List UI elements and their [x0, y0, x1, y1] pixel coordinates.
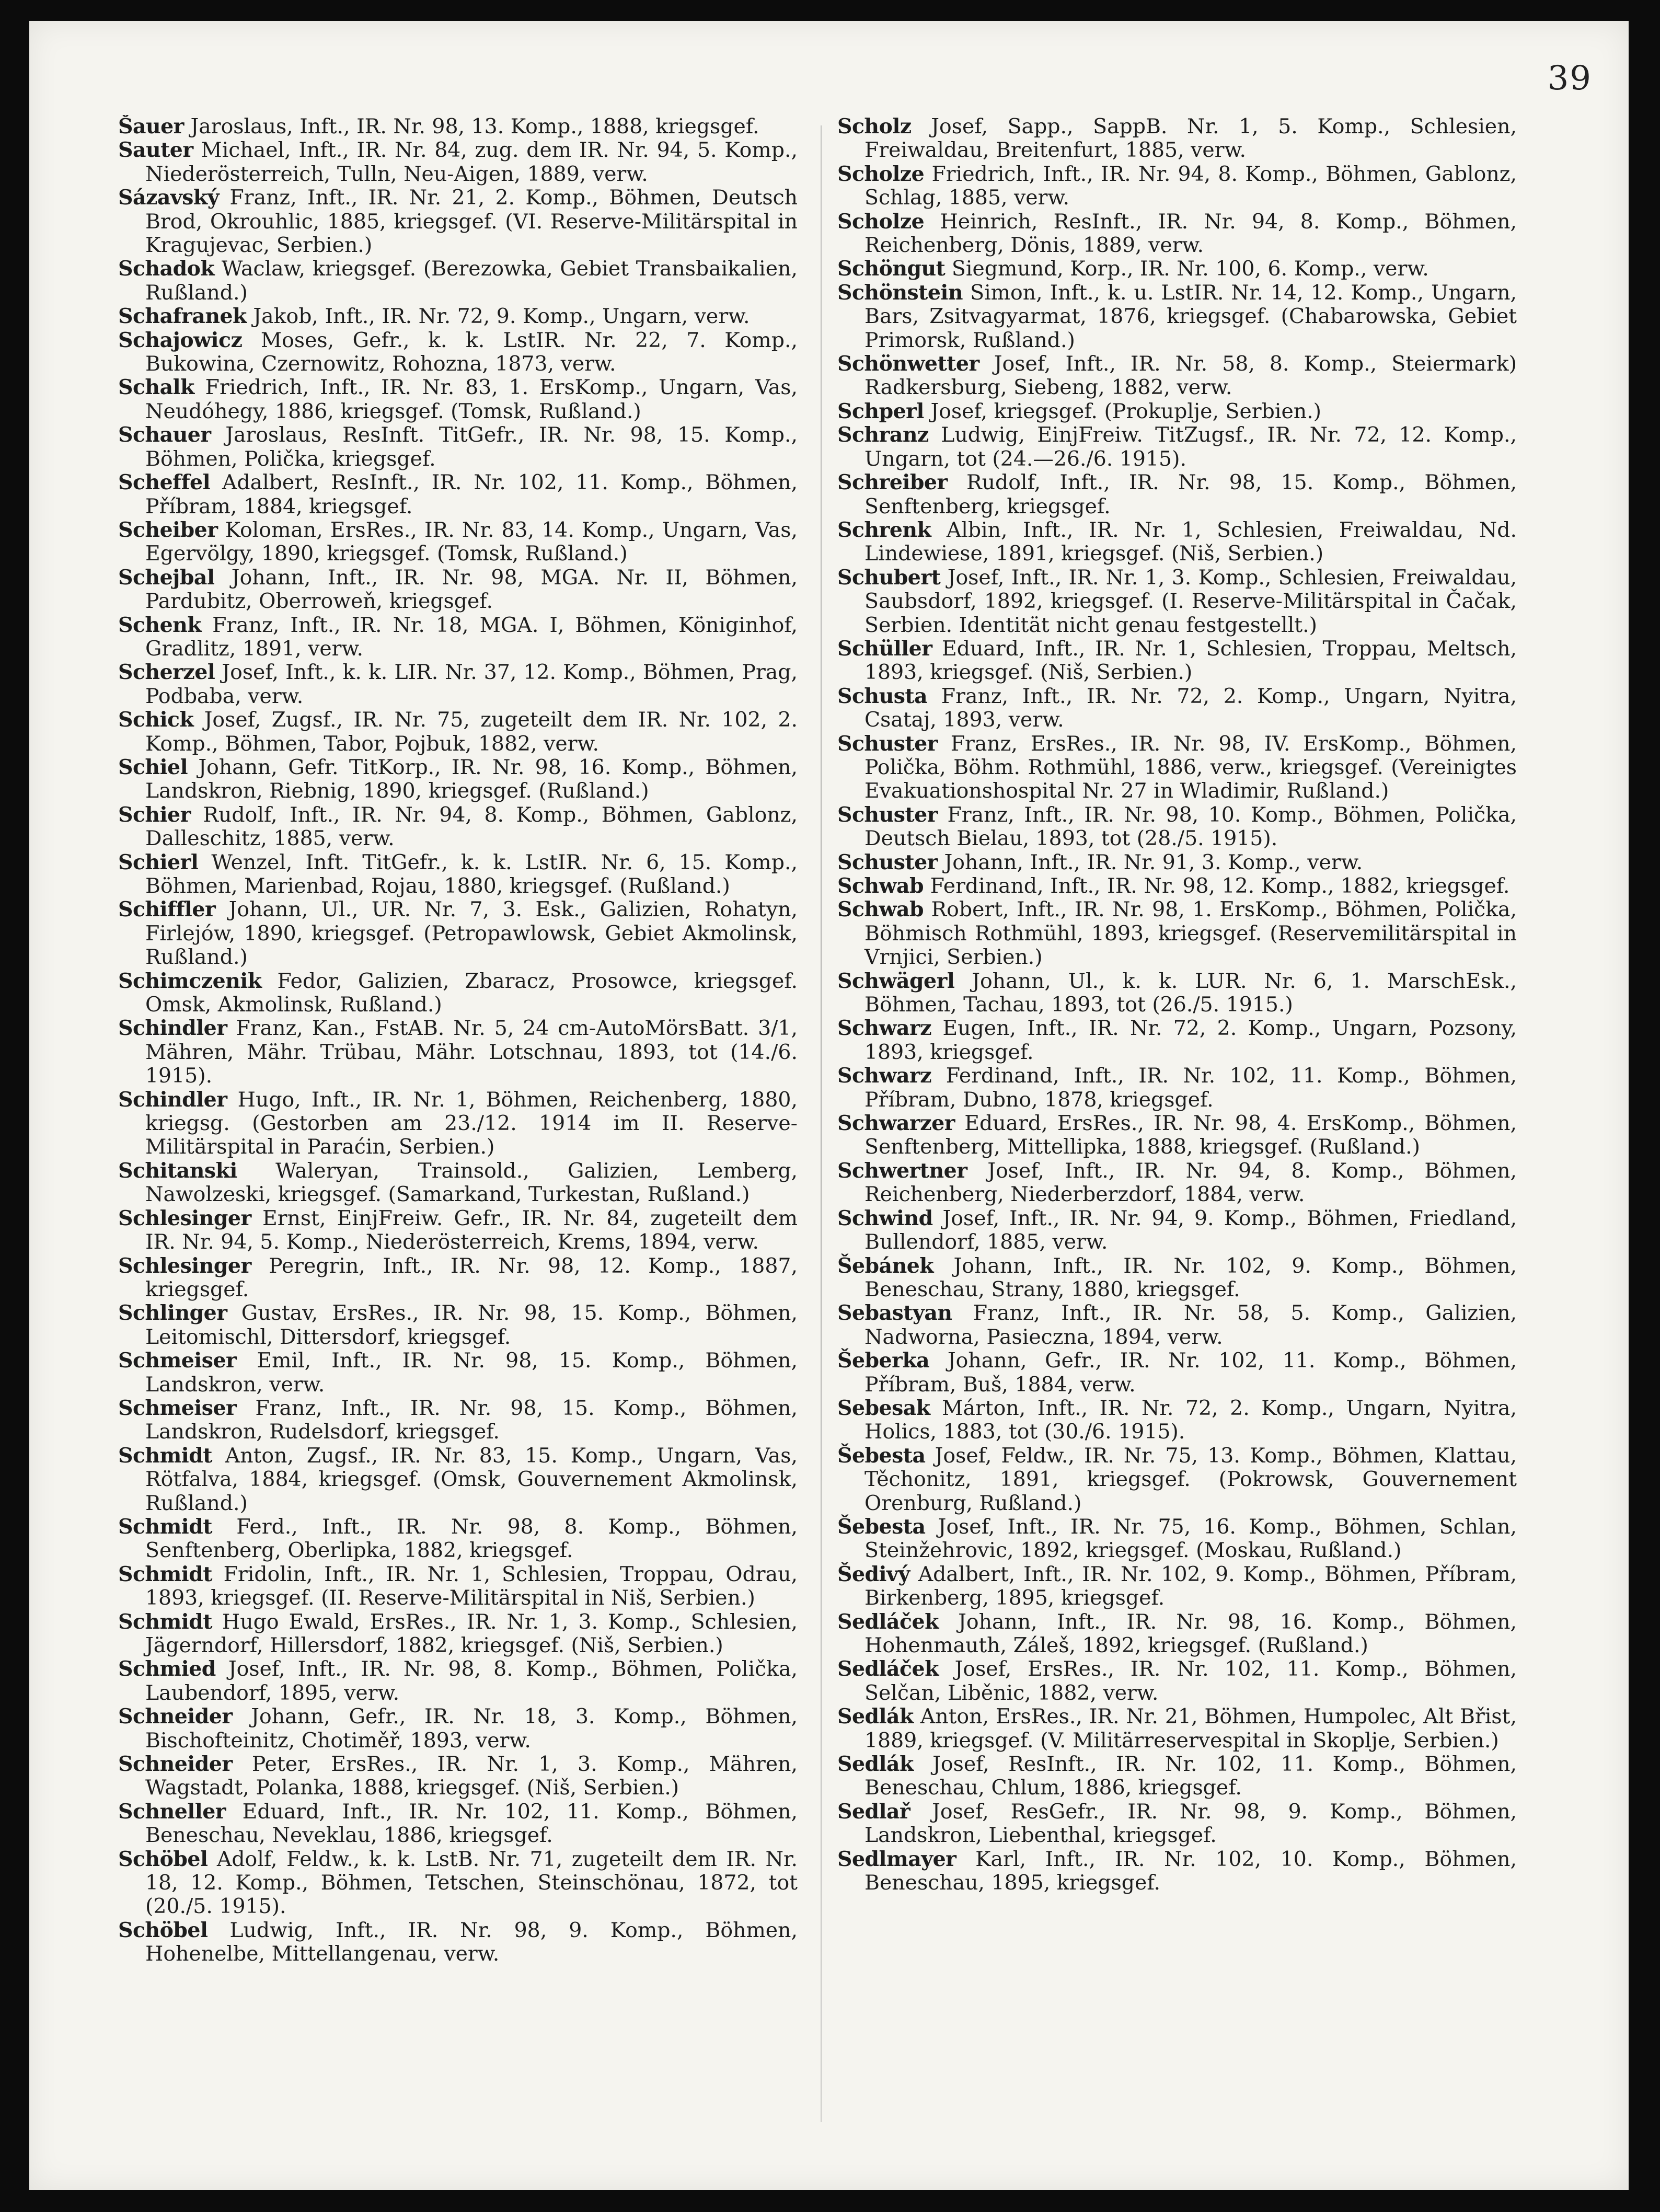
- entry-surname: Schmied: [118, 1657, 216, 1681]
- list-item: [837, 566, 1517, 637]
- entry-details: Wenzel, Inft. TitGefr., k. k. LstIR. Nr. 6, 15. Komp., Böhmen, Marienbad, Rojau, 1880, kriegsgef. (Rußland.): [145, 850, 798, 898]
- list-item: [837, 163, 1517, 210]
- list-item: [837, 1705, 1517, 1753]
- list-item: [837, 423, 1517, 471]
- entry-details: Josef, Feldw., IR. Nr. 75, 13. Komp., Böhmen, Klattau, Těchonitz, 1891, kriegsgef. (Pokrowsk, Gouvernement Orenburg, Rußland.): [864, 1443, 1517, 1515]
- list-item: [118, 423, 798, 471]
- list-item: [118, 519, 798, 566]
- list-item: [118, 1017, 798, 1088]
- entry-surname: Schrenk: [837, 517, 931, 542]
- entry-details: Ferdinand, Inft., IR. Nr. 98, 12. Komp., 1882, kriegsgef.: [930, 874, 1510, 898]
- entry-surname: Schiffler: [118, 897, 216, 922]
- entry-surname: Scholze: [837, 209, 925, 234]
- list-item: [118, 898, 798, 969]
- list-item: [118, 614, 798, 661]
- entry-details: Franz, Kan., FstAB. Nr. 5, 24 cm-AutoMörsBatt. 3/1, Mähren, Mähr. Trübau, Mähr. Lotschnau, 1893, tot (14./6. 1915).: [145, 1016, 798, 1088]
- entry-details: Josef, Sapp., SappB. Nr. 1, 5. Komp., Schlesien, Freiwaldau, Breitenfurt, 1885, verw.: [864, 115, 1517, 163]
- right-column: [837, 115, 1517, 2143]
- list-item: [118, 1563, 798, 1610]
- list-item: [837, 471, 1517, 519]
- list-item: [837, 1254, 1517, 1302]
- entry-details: Robert, Inft., IR. Nr. 98, 1. ErsKomp., Böhmen, Polička, Böhmisch Rothmühl, 1893, kriegsgef. (Reservemilitärspital in Vrnjici, Serbien.): [864, 897, 1517, 970]
- entry-surname: Šebesta: [837, 1443, 926, 1468]
- list-item: [118, 186, 798, 257]
- list-item: [837, 1563, 1517, 1610]
- list-item: [837, 803, 1517, 851]
- list-item: [118, 1397, 798, 1444]
- entry-details: Karl, Inft., IR. Nr. 102, 10. Komp., Böhmen, Beneschau, 1895, kriegsgef.: [864, 1847, 1517, 1895]
- entry-details: Ferd., Inft., IR. Nr. 98, 8. Komp., Böhmen, Senftenberg, Oberlipka, 1882, kriegsgef.: [145, 1514, 798, 1563]
- entry-details: Fedor, Galizien, Zbaracz, Prosowce, kriegsgef. Omsk, Akmolinsk, Rußland.): [145, 969, 798, 1017]
- entry-surname: Schwind: [837, 1206, 933, 1230]
- entry-details: Johann, Inft., IR. Nr. 98, MGA. Nr. II, Böhmen, Pardubitz, Oberroweň, kriegsgef.: [145, 565, 798, 614]
- entry-surname: Schauer: [118, 423, 211, 447]
- list-item: [837, 1064, 1517, 1112]
- list-item: [837, 970, 1517, 1017]
- entry-surname: Scheffel: [118, 470, 211, 495]
- list-item: [118, 1159, 798, 1207]
- list-item: [837, 1444, 1517, 1515]
- entry-details: Simon, Inft., k. u. LstIR. Nr. 14, 12. Komp., Ungarn, Bars, Zsitvagyarmat, 1876, kriegsgef. (Chabarowska, Gebiet Primorsk, Rußland.): [864, 280, 1517, 352]
- entry-surname: Schmidt: [118, 1609, 212, 1634]
- entry-surname: Schalk: [118, 375, 194, 400]
- entry-surname: Schlesinger: [118, 1206, 251, 1230]
- entry-surname: Schneider: [118, 1752, 233, 1777]
- entry-surname: Schindler: [118, 1016, 227, 1041]
- entry-details: Josef, ResInft., IR. Nr. 102, 11. Komp., Böhmen, Beneschau, Chlum, 1886, kriegsgef.: [864, 1752, 1517, 1800]
- entry-surname: Schimczenik: [118, 969, 262, 993]
- list-item: [118, 1301, 798, 1349]
- entry-details: Michael, Inft., IR. Nr. 84, zug. dem IR. Nr. 94, 5. Komp., Niederösterreich, Tulln, Neu-Aigen, 1889, verw.: [145, 138, 798, 186]
- entry-details: Hugo, Inft., IR. Nr. 1, Böhmen, Reichenberg, 1880, kriegsg. (Gestorben am 23./12. 1914 im II. Reserve-Militärspital in Paraćin, Serbien.): [145, 1087, 798, 1159]
- entry-details: Josef, Inft., IR. Nr. 94, 8. Komp., Böhmen, Reichenberg, Niederberzdorf, 1884, verw.: [864, 1158, 1517, 1207]
- list-item: [837, 1800, 1517, 1848]
- entry-details: Ernst, EinjFreiw. Gefr., IR. Nr. 84, zugeteilt dem IR. Nr. 94, 5. Komp., Niederösterreich, Krems, 1894, verw.: [145, 1206, 798, 1254]
- entry-details: Johann, Inft., IR. Nr. 98, 16. Komp., Böhmen, Hohenmauth, Záleš, 1892, kriegsgef. (Rußland.): [864, 1609, 1517, 1657]
- entry-surname: Schneider: [118, 1704, 233, 1729]
- list-item: [837, 685, 1517, 732]
- entry-details: Josef, Inft., k. k. LIR. Nr. 37, 12. Komp., Böhmen, Prag, Podbaba, verw.: [145, 660, 798, 708]
- list-item: [118, 329, 798, 376]
- entry-surname: Scholz: [837, 115, 912, 139]
- entry-details: Johann, Ul., k. k. LUR. Nr. 6, 1. MarschEsk., Böhmen, Tachau, 1893, tot (26./5. 1915.): [864, 969, 1517, 1017]
- list-item: [837, 637, 1517, 685]
- entry-surname: Sedlař: [837, 1799, 910, 1824]
- entry-surname: Schöngut: [837, 257, 946, 281]
- list-item: [837, 1017, 1517, 1064]
- entry-details: Hugo Ewald, ErsRes., IR. Nr. 1, 3. Komp., Schlesien, Jägerndorf, Hillersdorf, 1882, kriegsgef. (Niš, Serbien.): [145, 1609, 798, 1657]
- entry-details: Albin, Inft., IR. Nr. 1, Schlesien, Freiwaldau, Nd. Lindewiese, 1891, kriegsgef. (Niš, Serbien.): [864, 517, 1517, 566]
- entry-surname: Šedivý: [837, 1562, 910, 1586]
- entry-details: Adalbert, ResInft., IR. Nr. 102, 11. Komp., Böhmen, Příbram, 1884, kriegsgef.: [145, 470, 798, 519]
- entry-surname: Sedláček: [837, 1657, 939, 1681]
- entry-details: Franz, Inft., IR. Nr. 21, 2. Komp., Böhmen, Deutsch Brod, Okrouhlic, 1885, kriegsgef. (VI. Reserve-Militärspital in Kragujevac, Serbien.): [145, 186, 798, 258]
- entry-details: Friedrich, Inft., IR. Nr. 83, 1. ErsKomp., Ungarn, Vas, Neudóhegy, 1886, kriegsgef. (Tomsk, Rußland.): [145, 375, 798, 423]
- entry-surname: Šeberka: [837, 1349, 930, 1373]
- entry-surname: Schlesinger: [118, 1253, 251, 1278]
- entry-surname: Schmeiser: [118, 1349, 237, 1373]
- entry-surname: Schwab: [837, 874, 924, 898]
- entry-surname: Schusta: [837, 684, 928, 708]
- entry-surname: Schejbal: [118, 565, 215, 590]
- entry-surname: Schick: [118, 708, 194, 732]
- entry-details: Franz, Inft., IR. Nr. 18, MGA. I, Böhmen, Königinhof, Gradlitz, 1891, verw.: [145, 613, 798, 661]
- list-item: [118, 1705, 798, 1753]
- entry-details: Josef, Inft., IR. Nr. 58, 8. Komp., Steiermark) Radkersburg, Siebeng, 1882, verw.: [864, 352, 1517, 400]
- entry-surname: Schüller: [837, 636, 932, 661]
- list-item: [118, 708, 798, 756]
- entry-details: Johann, Gefr., IR. Nr. 18, 3. Komp., Böhmen, Bischofteinitz, Chotiměř, 1893, verw.: [145, 1704, 798, 1753]
- entry-surname: Šebesta: [837, 1514, 926, 1539]
- entry-details: Josef, Inft., IR. Nr. 94, 9. Komp., Böhmen, Friedland, Bullendorf, 1885, verw.: [864, 1206, 1517, 1254]
- list-item: [837, 1610, 1517, 1658]
- entry-surname: Schmeiser: [118, 1396, 237, 1420]
- list-item: [118, 305, 798, 328]
- entry-surname: Scherzel: [118, 660, 215, 685]
- entry-surname: Sázavský: [118, 186, 220, 210]
- entry-details: Anton, Zugsf., IR. Nr. 83, 15. Komp., Ungarn, Vas, Rötfalva, 1884, kriegsgef. (Omsk, Gouvernement Akmolinsk, Rußland.): [145, 1443, 798, 1515]
- list-item: [118, 139, 798, 186]
- entry-details: Franz, Inft., IR. Nr. 58, 5. Komp., Galizien, Nadworna, Pasieczna, 1894, verw.: [864, 1301, 1517, 1349]
- list-item: [118, 1444, 798, 1515]
- entry-surname: Schönstein: [837, 280, 963, 305]
- entry-details: Jakob, Inft., IR. Nr. 72, 9. Komp., Ungarn, verw.: [253, 304, 750, 329]
- entry-surname: Schperl: [837, 399, 924, 423]
- entry-details: Josef, ErsRes., IR. Nr. 102, 11. Komp., Böhmen, Selčan, Liběnic, 1882, verw.: [864, 1657, 1517, 1705]
- entry-details: Josef, Inft., IR. Nr. 98, 8. Komp., Böhmen, Polička, Laubendorf, 1895, verw.: [145, 1657, 798, 1705]
- entry-details: Fridolin, Inft., IR. Nr. 1, Schlesien, Troppau, Odrau, 1893, kriegsgef. (II. Reserve-Militärspital in Niš, Serbien.): [145, 1562, 798, 1610]
- entry-surname: Sedláček: [837, 1609, 939, 1634]
- list-item: [837, 352, 1517, 400]
- entry-details: Gustav, ErsRes., IR. Nr. 98, 15. Komp., Böhmen, Leitomischl, Dittersdorf, kriegsgef.: [145, 1301, 798, 1349]
- entry-details: Franz, Inft., IR. Nr. 72, 2. Komp., Ungarn, Nyitra, Csataj, 1893, verw.: [864, 684, 1517, 732]
- list-item: [118, 1207, 798, 1254]
- list-item: [837, 1515, 1517, 1563]
- entry-surname: Schubert: [837, 565, 941, 590]
- entry-details: Waclaw, kriegsgef. (Berezowka, Gebiet Transbaikalien, Rußland.): [145, 257, 798, 305]
- page-number: 39: [1547, 59, 1592, 98]
- list-item: [837, 1112, 1517, 1159]
- list-item: [837, 210, 1517, 258]
- list-item: [118, 376, 798, 423]
- entry-details: Ludwig, Inft., IR. Nr. 98, 9. Komp., Böhmen, Hohenelbe, Mittellangenau, verw.: [145, 1918, 798, 1966]
- list-item: [118, 970, 798, 1017]
- entry-surname: Schöbel: [118, 1918, 208, 1942]
- entry-surname: Schranz: [837, 423, 929, 447]
- list-item: [837, 1753, 1517, 1800]
- entry-details: Franz, Inft., IR. Nr. 98, 15. Komp., Böhmen, Landskron, Rudelsdorf, kriegsgef.: [145, 1396, 798, 1444]
- entry-surname: Sedlák: [837, 1704, 914, 1729]
- entry-surname: Schwarzer: [837, 1111, 955, 1136]
- entry-surname: Schreiber: [837, 470, 948, 495]
- entry-details: Jaroslaus, ResInft. TitGefr., IR. Nr. 98, 15. Komp., Böhmen, Polička, kriegsgef.: [145, 423, 798, 471]
- list-item: [118, 756, 798, 803]
- entry-details: Franz, Inft., IR. Nr. 98, 10. Komp., Böhmen, Polička, Deutsch Bielau, 1893, tot (28./5. 1915).: [864, 802, 1517, 851]
- entry-surname: Schmidt: [118, 1562, 212, 1586]
- document-page: [29, 21, 1629, 2190]
- entry-surname: Schuster: [837, 850, 938, 874]
- entry-surname: Sebastyan: [837, 1301, 952, 1326]
- entry-surname: Schwertner: [837, 1158, 967, 1183]
- entry-details: Rudolf, Inft., IR. Nr. 98, 15. Komp., Böhmen, Senftenberg, kriegsgef.: [864, 470, 1517, 519]
- list-item: [118, 1848, 798, 1919]
- entry-surname: Schafranek: [118, 304, 247, 329]
- list-item: [118, 1657, 798, 1705]
- entry-surname: Schierl: [118, 850, 199, 874]
- entry-details: Johann, Gefr., IR. Nr. 102, 11. Komp., Böhmen, Příbram, Buš, 1884, verw.: [864, 1349, 1517, 1397]
- list-item: [837, 281, 1517, 352]
- entry-details: Peter, ErsRes., IR. Nr. 1, 3. Komp., Mähren, Wagstadt, Polanka, 1888, kriegsgef. (Niš, Serbien.): [145, 1752, 798, 1800]
- entry-details: Anton, ErsRes., IR. Nr. 21, Böhmen, Humpolec, Alt Břist, 1889, kriegsgef. (V. Militärreservespital in Skoplje, Serbien.): [864, 1704, 1517, 1753]
- entry-details: Johann, Inft., IR. Nr. 91, 3. Komp., verw.: [944, 850, 1363, 874]
- entry-details: Eduard, Inft., IR. Nr. 1, Schlesien, Troppau, Meltsch, 1893, kriegsgef. (Niš, Serbien.): [864, 636, 1517, 685]
- list-item: [118, 1088, 798, 1159]
- entry-details: Adalbert, Inft., IR. Nr. 102, 9. Komp., Böhmen, Příbram, Birkenberg, 1895, kriegsgef.: [864, 1562, 1517, 1610]
- entry-surname: Sebesak: [837, 1396, 930, 1420]
- entry-details: Josef, Inft., IR. Nr. 1, 3. Komp., Schlesien, Freiwaldau, Saubsdorf, 1892, kriegsgef. (I. Reserve-Militärspital in Čačak, Serbien. Identität nicht genau festgestellt.): [864, 565, 1517, 637]
- entry-details: Rudolf, Inft., IR. Nr. 94, 8. Komp., Böhmen, Gablonz, Dalleschitz, 1885, verw.: [145, 802, 798, 851]
- list-item: [837, 1848, 1517, 1895]
- list-item: [837, 400, 1517, 423]
- list-item: [837, 1207, 1517, 1254]
- entry-surname: Schlinger: [118, 1301, 227, 1326]
- entry-details: Josef, kriegsgef. (Prokuplje, Serbien.): [930, 399, 1322, 423]
- list-item: [837, 1349, 1517, 1397]
- list-item: [118, 1753, 798, 1800]
- entry-details: Jaroslaus, Inft., IR. Nr. 98, 13. Komp., 1888, kriegsgef.: [190, 115, 759, 139]
- entry-details: Josef, Zugsf., IR. Nr. 75, zugeteilt dem IR. Nr. 102, 2. Komp., Böhmen, Tabor, Pojbuk, 1882, verw.: [145, 708, 798, 756]
- entry-surname: Sauter: [118, 138, 193, 163]
- list-item: [837, 732, 1517, 803]
- list-item: [118, 851, 798, 898]
- entry-details: Ferdinand, Inft., IR. Nr. 102, 11. Komp., Böhmen, Příbram, Dubno, 1878, kriegsgef.: [864, 1064, 1517, 1112]
- entry-surname: Schiel: [118, 755, 188, 779]
- entry-details: Adolf, Feldw., k. k. LstB. Nr. 71, zugeteilt dem IR. Nr. 18, 12. Komp., Böhmen, Tetschen, Steinschönau, 1872, tot (20./5. 1915).: [145, 1847, 798, 1919]
- entry-surname: Schwägerl: [837, 969, 955, 993]
- list-item: [837, 1301, 1517, 1349]
- entry-surname: Schöbel: [118, 1847, 208, 1871]
- list-item: [118, 661, 798, 708]
- entry-details: Eduard, Inft., IR. Nr. 102, 11. Komp., Böhmen, Beneschau, Neveklau, 1886, kriegsgef.: [145, 1799, 798, 1848]
- entry-surname: Schmidt: [118, 1514, 212, 1539]
- entry-surname: Schenk: [118, 613, 202, 637]
- entry-details: Eugen, Inft., IR. Nr. 72, 2. Komp., Ungarn, Pozsony, 1893, kriegsgef.: [864, 1016, 1517, 1064]
- list-item: [118, 1610, 798, 1658]
- entry-details: Franz, ErsRes., IR. Nr. 98, IV. ErsKomp., Böhmen, Polička, Böhm. Rothmühl, 1886, verw., kriegsgef. (Vereinigtes Evakuationshospital Nr. 27 in Wladimir, Rußland.): [864, 731, 1517, 803]
- entry-details: Johann, Inft., IR. Nr. 102, 9. Komp., Böhmen, Beneschau, Strany, 1880, kriegsgef.: [864, 1253, 1517, 1301]
- list-item: [118, 1254, 798, 1302]
- list-item: [118, 1515, 798, 1563]
- entry-surname: Scheiber: [118, 517, 218, 542]
- entry-details: Josef, ResGefr., IR. Nr. 98, 9. Komp., Böhmen, Landskron, Liebenthal, kriegsgef.: [864, 1799, 1517, 1848]
- entry-surname: Schönwetter: [837, 352, 979, 376]
- entry-details: Eduard, ErsRes., IR. Nr. 98, 4. ErsKomp., Böhmen, Senftenberg, Mittellipka, 1888, kriegsgef. (Rußland.): [864, 1111, 1517, 1159]
- entry-details: Johann, Gefr. TitKorp., IR. Nr. 98, 16. Komp., Böhmen, Landskron, Riebnig, 1890, kriegsgef. (Rußland.): [145, 755, 798, 803]
- entry-surname: Schwab: [837, 897, 924, 922]
- column-divider: [821, 125, 822, 2122]
- entry-surname: Schitanski: [118, 1158, 237, 1183]
- list-item: [118, 1349, 798, 1397]
- entry-details: Josef, Inft., IR. Nr. 75, 16. Komp., Böhmen, Schlan, Steinžehrovic, 1892, kriegsgef. (Moskau, Rußland.): [864, 1514, 1517, 1563]
- entry-surname: Schwarz: [837, 1064, 932, 1088]
- entry-details: Waleryan, Trainsold., Galizien, Lemberg, Nawolzeski, kriegsgef. (Samarkand, Turkestan, Rußland.): [145, 1158, 798, 1207]
- list-item: [837, 898, 1517, 969]
- list-item: [118, 257, 798, 305]
- list-item: [837, 1657, 1517, 1705]
- entry-surname: Schindler: [118, 1087, 227, 1112]
- entry-surname: Šebánek: [837, 1253, 934, 1278]
- list-item: [837, 257, 1517, 281]
- entry-details: Ludwig, EinjFreiw. TitZugsf., IR. Nr. 72, 12. Komp., Ungarn, tot (24.—26./6. 1915).: [864, 423, 1517, 471]
- entry-surname: Sedlák: [837, 1752, 914, 1777]
- entry-surname: Schwarz: [837, 1016, 932, 1041]
- list-item: [837, 874, 1517, 898]
- list-item: [837, 519, 1517, 566]
- entry-surname: Sedlmayer: [837, 1847, 956, 1871]
- entry-surname: Schuster: [837, 731, 938, 756]
- entry-details: Heinrich, ResInft., IR. Nr. 94, 8. Komp., Böhmen, Reichenberg, Dönis, 1889, verw.: [864, 209, 1517, 258]
- entry-surname: Šauer: [118, 115, 184, 139]
- left-column: [118, 115, 798, 2143]
- entry-surname: Schuster: [837, 802, 938, 827]
- entry-details: Johann, Ul., UR. Nr. 7, 3. Esk., Galizien, Rohatyn, Firlejów, 1890, kriegsgef. (Petropawlowsk, Gebiet Akmolinsk, Rußland.): [145, 897, 798, 970]
- entry-surname: Schmidt: [118, 1443, 212, 1468]
- list-item: [837, 851, 1517, 874]
- entry-details: Friedrich, Inft., IR. Nr. 94, 8. Komp., Böhmen, Gablonz, Schlag, 1885, verw.: [864, 162, 1517, 210]
- entry-details: Márton, Inft., IR. Nr. 72, 2. Komp., Ungarn, Nyitra, Holics, 1883, tot (30./6. 1915).: [864, 1396, 1517, 1444]
- list-item: [118, 1800, 798, 1848]
- entry-details: Moses, Gefr., k. k. LstIR. Nr. 22, 7. Komp., Bukowina, Czernowitz, Rohozna, 1873, verw.: [145, 328, 798, 376]
- entry-surname: Schneller: [118, 1799, 226, 1824]
- list-item: [118, 115, 798, 139]
- entry-surname: Schadok: [118, 257, 215, 281]
- list-item: [118, 471, 798, 519]
- list-item: [837, 115, 1517, 163]
- list-item: [118, 1919, 798, 1966]
- entry-details: Peregrin, Inft., IR. Nr. 98, 12. Komp., 1887, kriegsgef.: [145, 1253, 798, 1301]
- entry-details: Siegmund, Korp., IR. Nr. 100, 6. Komp., verw.: [951, 257, 1429, 281]
- entry-surname: Schier: [118, 802, 191, 827]
- list-item: [837, 1159, 1517, 1207]
- entry-details: Koloman, ErsRes., IR. Nr. 83, 14. Komp., Ungarn, Vas, Egervölgy, 1890, kriegsgef. (Tomsk, Rußland.): [145, 517, 798, 566]
- entry-surname: Scholze: [837, 162, 925, 186]
- list-item: [118, 566, 798, 614]
- entry-surname: Schajowicz: [118, 328, 243, 352]
- entry-details: Emil, Inft., IR. Nr. 98, 15. Komp., Böhmen, Landskron, verw.: [145, 1349, 798, 1397]
- list-item: [118, 803, 798, 851]
- list-item: [837, 1397, 1517, 1444]
